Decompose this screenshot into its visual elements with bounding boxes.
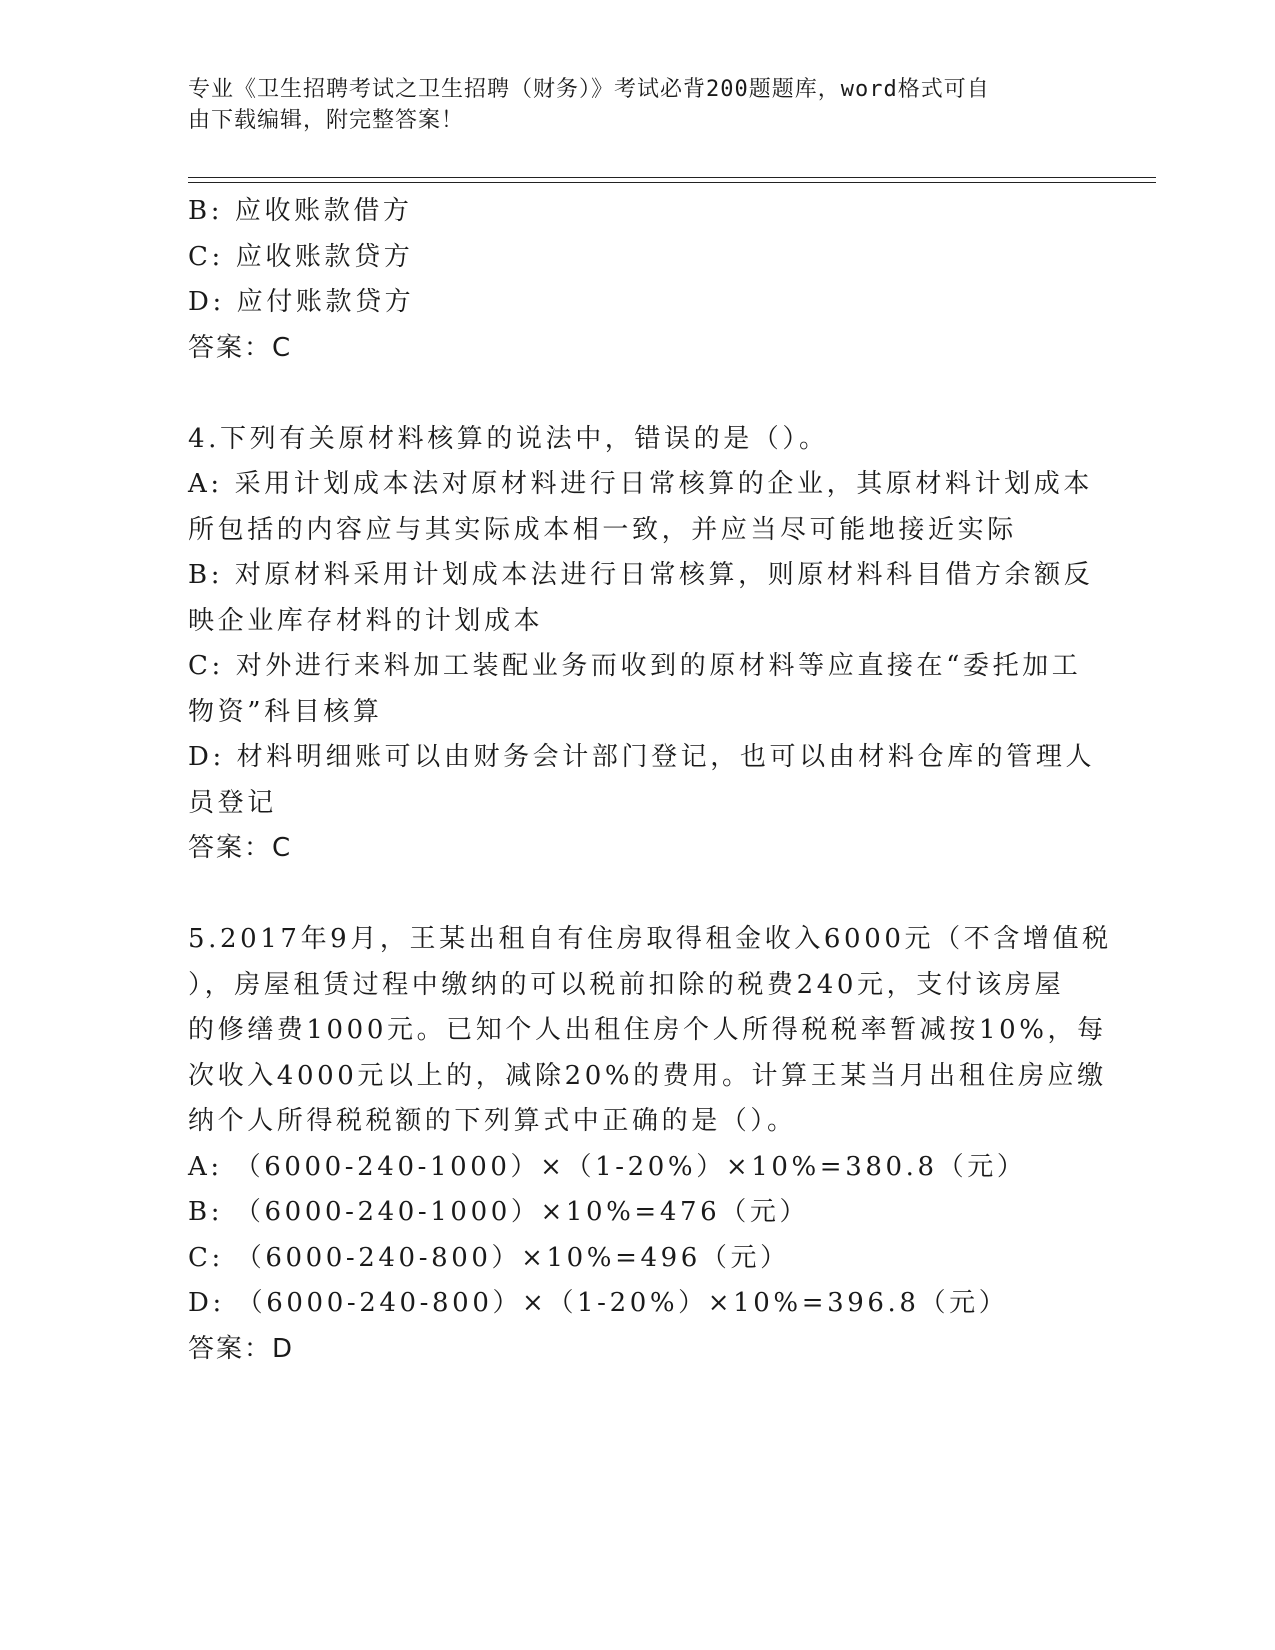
document-body — [188, 189, 1112, 1372]
q5-question-line-1: 5.2017年9月，王某出租自有住房取得租金收入6000元（不含增值税 — [188, 924, 1112, 954]
q3-option-d: D: 应付账款贷方 — [188, 287, 415, 317]
q5-option-a: A: （6000-240-1000）×（1-20%）×10%=380.8（元） — [188, 1151, 1027, 1182]
q4-option-c-line-2: 物资”科目核算 — [188, 696, 383, 727]
q5-option-c: C: （6000-240-800）×10%=496（元） — [188, 1242, 790, 1273]
header-divider-top — [188, 177, 1156, 178]
q4-option-c-line-1: C: 对外进行来料加工装配业务而收到的原材料等应直接在“委托加工 — [188, 651, 1082, 681]
q5-option-d: D: （6000-240-800）×（1-20%）×10%=396.8（元） — [188, 1288, 1009, 1318]
q4-answer: 答案：C — [188, 833, 293, 863]
spacer — [188, 371, 1088, 417]
question-5-block — [188, 917, 1112, 1372]
q4-option-a-line-2: 所包括的内容应与其实际成本相一致，并应当尽可能地接近实际 — [188, 514, 1017, 545]
header-line-1: 专业《卫生招聘考试之卫生招聘（财务）》考试必背200题题库，word格式可自 — [188, 77, 990, 102]
question-4-block — [188, 417, 1096, 872]
q3-answer: 答案：C — [188, 332, 293, 363]
question-3-block — [188, 189, 1088, 371]
q4-option-d-line-2: 员登记 — [188, 787, 277, 818]
spacer — [188, 872, 1088, 918]
header-divider-bottom — [188, 182, 1156, 183]
q5-answer: 答案：D — [188, 1333, 295, 1364]
q4-option-b-line-2: 映企业库存材料的计划成本 — [188, 605, 544, 636]
q3-option-c: C: 应收账款贷方 — [188, 241, 414, 272]
document-header — [188, 74, 1088, 136]
q4-option-a-line-1: A: 采用计划成本法对原材料进行日常核算的企业，其原材料计划成本 — [188, 469, 1094, 499]
q4-option-d-line-1: D: 材料明细账可以由财务会计部门登记，也可以由材料仓库的管理人 — [188, 742, 1096, 772]
q5-option-b: B: （6000-240-1000）×10%=476（元） — [188, 1197, 810, 1227]
q5-question-line-5: 纳个人所得税税额的下列算式中正确的是（）。 — [188, 1106, 797, 1136]
q5-question-line-4: 次收入4000元以上的，减除20%的费用。计算王某当月出租住房应缴 — [188, 1060, 1107, 1091]
q4-option-b-line-1: B: 对原材料采用计划成本法进行日常核算，则原材料科目借方余额反 — [188, 560, 1094, 590]
header-line-2: 由下载编辑，附完整答案！ — [188, 108, 465, 133]
q3-option-b: B: 应收账款借方 — [188, 196, 413, 226]
q5-question-line-2: ），房屋租赁过程中缴纳的可以税前扣除的税费240元，支付该房屋 — [188, 969, 1065, 1000]
q4-question: 4.下列有关原材料核算的说法中，错误的是（）。 — [188, 423, 829, 454]
q5-question-line-3: 的修缮费1000元。已知个人出租住房个人所得税税率暂减按10%，每 — [188, 1015, 1107, 1045]
